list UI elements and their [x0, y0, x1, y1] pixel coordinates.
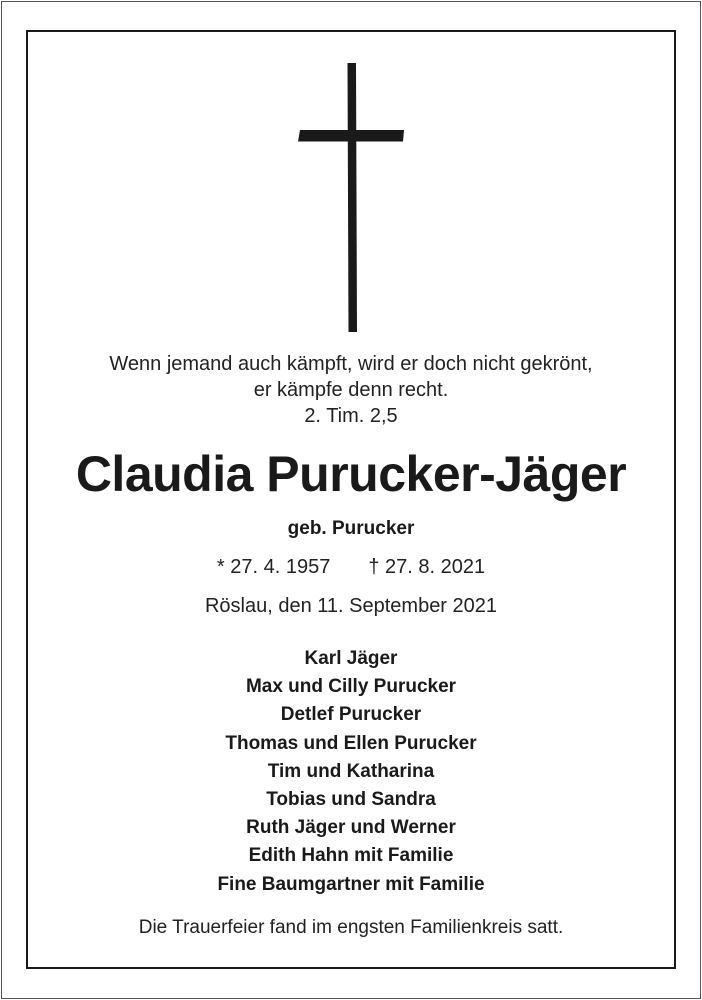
bible-verse: [0, 351, 702, 429]
mourner-entry: Ruth Jäger und Werner: [246, 817, 456, 839]
mourner-entry: Karl Jäger: [304, 648, 398, 669]
mourner-entry: Detlef Purucker: [280, 704, 422, 726]
birth-date: * 27. 4. 1957: [216, 556, 331, 578]
mourner-entry: Fine Baumgartner mit Familie: [217, 873, 485, 895]
verse-reference: 2. Tim. 2,5: [304, 405, 398, 427]
verse-line: er kämpfe denn recht.: [253, 379, 449, 401]
maiden-name: geb. Purucker: [287, 518, 415, 539]
death-date: † 27. 8. 2021: [368, 556, 486, 578]
mourner-entry: Tim und Katharina: [267, 760, 435, 782]
deceased-name: Claudia Purucker-Jäger: [75, 446, 627, 502]
mourners-list: [0, 645, 702, 899]
mourner-entry: Max und Cilly Purucker: [245, 676, 457, 698]
place-and-date: Röslau, den 11. September 2021: [204, 595, 498, 617]
mourner-entry: Tobias und Sandra: [266, 788, 436, 810]
cross-icon: [0, 0, 702, 340]
funeral-note: Die Trauerfeier fand im engsten Familienkreis satt.: [138, 917, 564, 938]
life-dates: [0, 554, 702, 580]
mourner-entry: Edith Hahn mit Familie: [248, 845, 454, 867]
verse-line: Wenn jemand auch kämpft, wird er doch nicht gekrönt,: [109, 353, 593, 375]
mourner-entry: Thomas und Ellen Purucker: [225, 732, 477, 754]
